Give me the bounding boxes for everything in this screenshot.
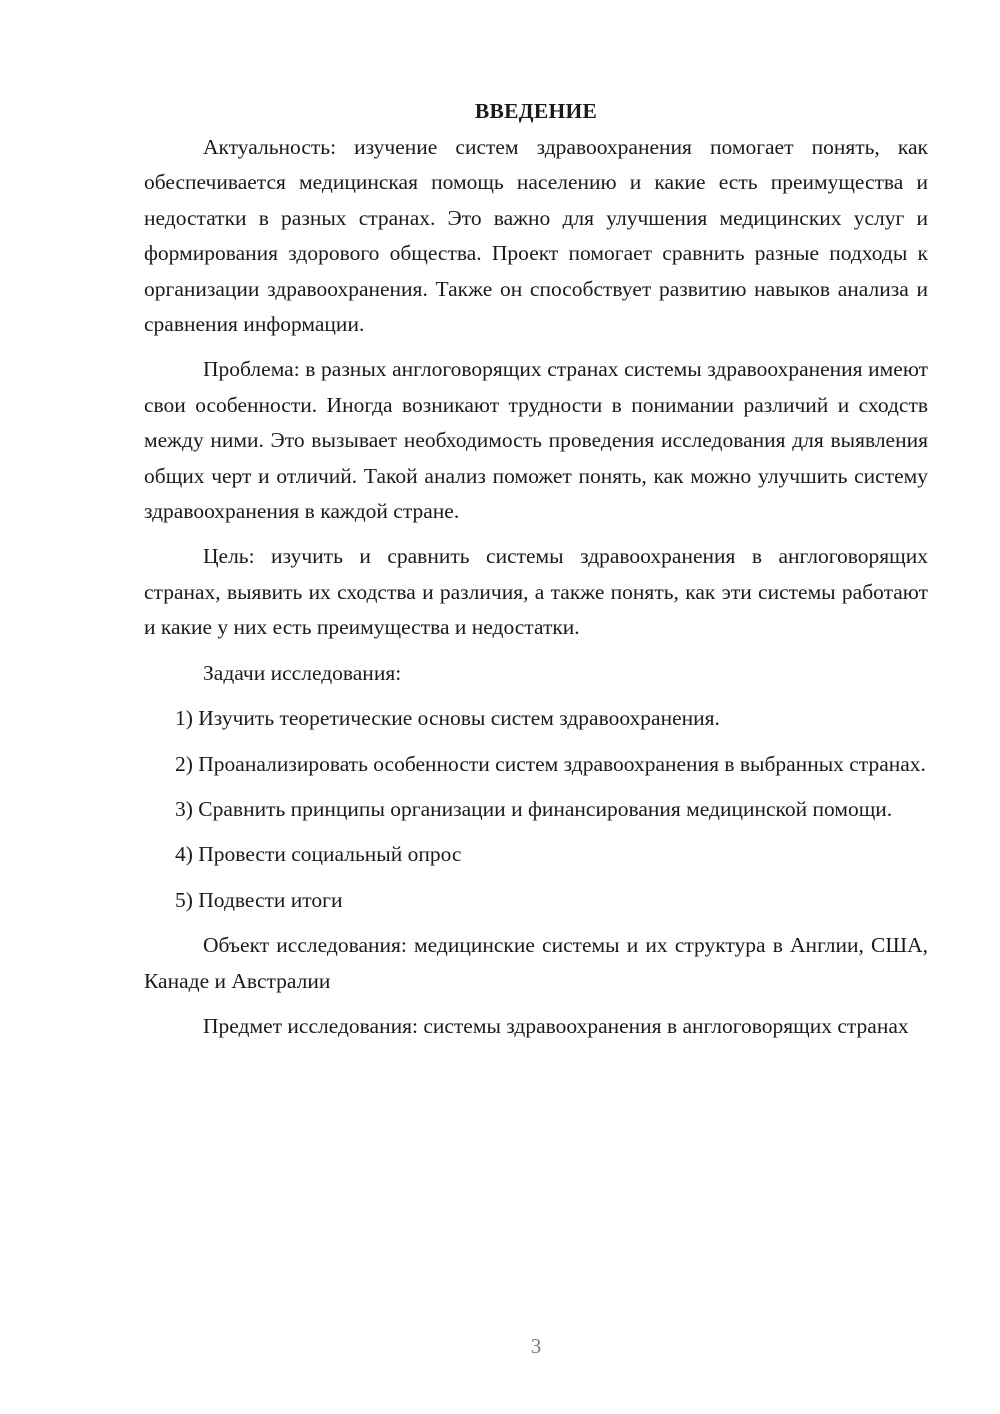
- page-title: ВВЕДЕНИЕ: [474, 99, 598, 123]
- task-item: 1) Изучить теоретические основы систем здравоохранения.: [175, 706, 720, 731]
- subject-paragraph: Предмет исследования: системы здравоохранения в англоговорящих странах: [203, 1013, 909, 1038]
- goal-paragraph: Цель: изучить и сравнить системы здравоохранения в англоговорящих странах, выявить их сходства и различия, а также понять, как эти системы работают и какие у них есть преимущества и недостатки.: [144, 544, 928, 640]
- task-item: 2) Проанализировать особенности систем здравоохранения в выбранных странах.: [175, 751, 926, 776]
- problem-paragraph: Проблема: в разных англоговорящих странах системы здравоохранения имеют свои особенности. Иногда возникают трудности в понимании различий и сходств между ними. Это вызывает необходимость проведения исследования для выявления общих черт и отличий. Такой анализ поможет понять, как можно улучшить систему здравоохранения в каждой стране.: [144, 357, 928, 524]
- task-item: 5) Подвести итоги: [175, 887, 343, 912]
- task-item: 3) Сравнить принципы организации и финансирования медицинской помощи.: [175, 796, 893, 821]
- page-content: [144, 96, 928, 1054]
- object-paragraph: Объект исследования: медицинские системы и их структура в Англии, США, Канаде и Австралии: [144, 933, 928, 993]
- task-item: 4) Провести социальный опрос: [175, 842, 462, 867]
- relevance-paragraph: Актуальность: изучение систем здравоохранения помогает понять, как обеспечивается медицинская помощь населению и какие есть преимущества и недостатки в разных странах. Это важно для улучшения медицинских услуг и формирования здорового общества. Проект помогает сравнить разные подходы к организации здравоохранения. Также он способствует развитию навыков анализа и сравнения информации.: [144, 135, 928, 337]
- tasks-heading: Задачи исследования:: [203, 660, 402, 685]
- page-number: 3: [530, 1334, 542, 1358]
